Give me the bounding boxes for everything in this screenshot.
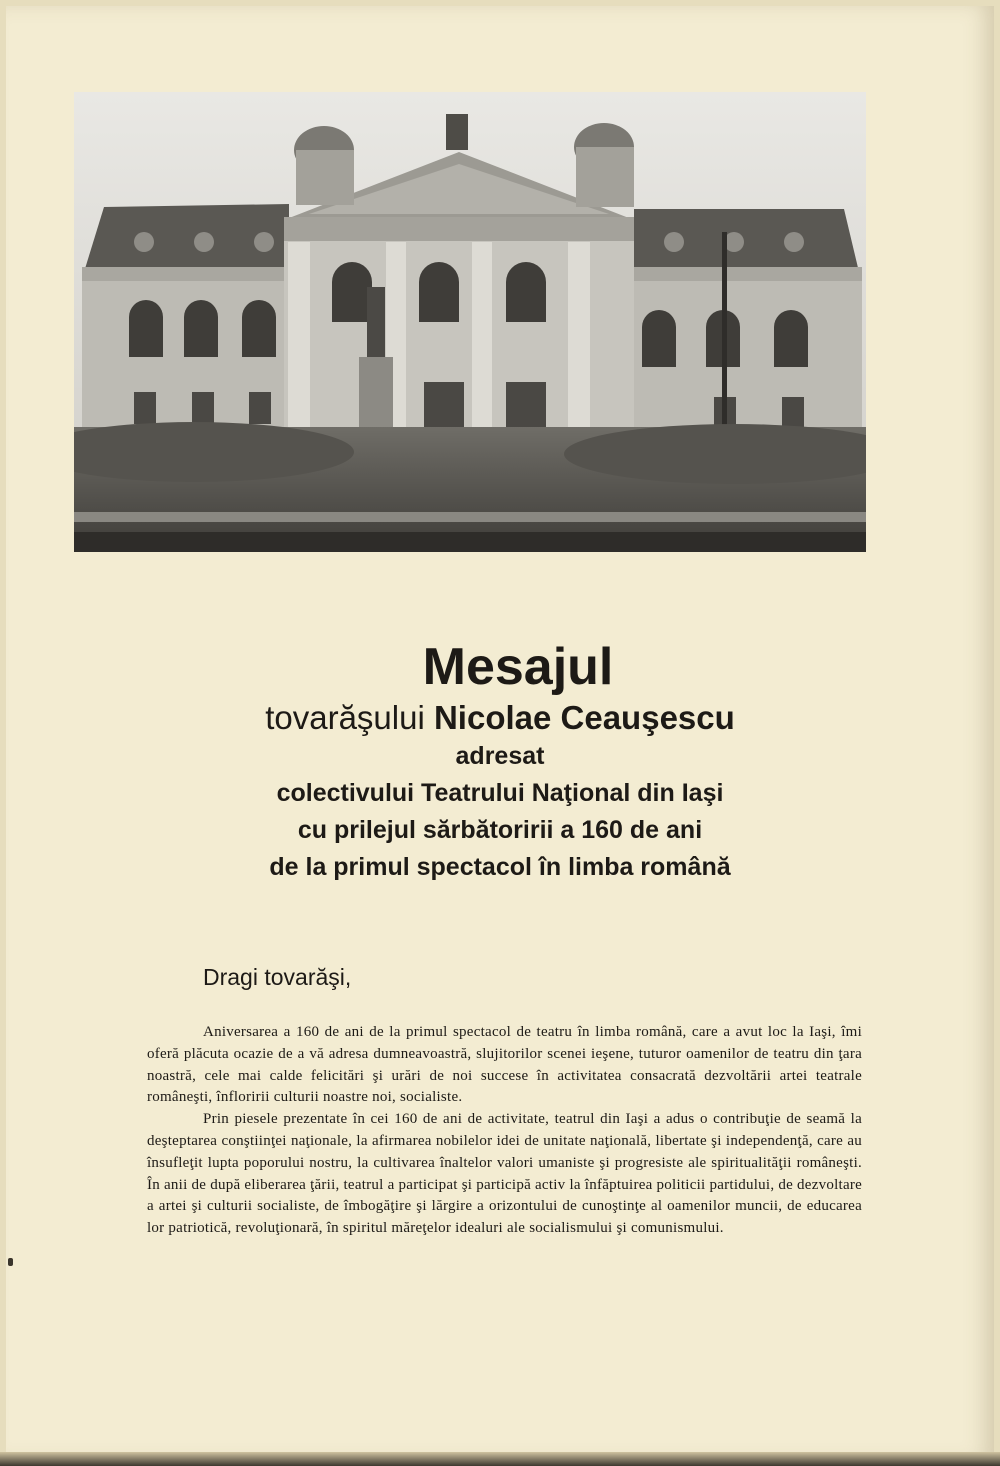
page-bottom-edge: [0, 1452, 1000, 1466]
heading-line-addressed: adresat: [455, 742, 545, 770]
heading-line-author: [150, 698, 850, 738]
heading-block: [150, 636, 850, 886]
heading-line-event: de la primul spectacol în limba română: [269, 853, 731, 881]
author-prefix: tovarăşului: [265, 699, 434, 736]
heading-line-occasion: cu prilejul sărbătoririi a 160 de ani: [297, 816, 703, 844]
author-name: Nicolae Ceauşescu: [433, 699, 735, 736]
paragraph: Prin piesele prezentate în cei 160 de ani de activitate, teatrul din Iaşi a adus o contribuţie de seamă la deşteptarea conştiinţei naţionale, la afirmarea nobilelor idei de unitate naţională, libertate şi independenţă, care au însufleţit lupta poporului nostru, la cultivarea înaltelor valori umaniste şi progresiste ale spiritualităţii româneşti. În anii de după eliberarea ţării, teatrul a participat şi participă activ la înfăptuirea politicii partidului, de dezvoltare a artei şi culturii socialiste, de îmbogăţire şi lărgire a orizontului de cunoştinţe al oamenilor muncii, de educarea lor patriotică, revoluţionară, în spiritul măreţelor idealuri ale socialismului şi comunismului.: [147, 1111, 862, 1237]
greeting: Dragi tovarăşi,: [203, 964, 352, 990]
paragraph: Aniversarea a 160 de ani de la primul spectacol de teatru în limba română, care a avut loc la Iaşi, îmi oferă plăcuta ocazie de a vă adresa dumneavoastră, slujitorilor scenei ieşene, tuturor oamenilor de teatru din ţara noastră, cele mai calde felicitări şi urări de noi succese în activitatea consacrată dezvoltării artei teatrale româneşti, înfloririi culturii noastre noi, socialiste.: [147, 1024, 862, 1106]
message-title: Mesajul: [422, 638, 614, 696]
margin-mark: [8, 1258, 13, 1266]
theatre-building-photo: [74, 92, 866, 552]
message-body: [147, 1022, 862, 1240]
heading-line-recipient: colectivului Teatrului Naţional din Iaşi: [276, 779, 724, 807]
